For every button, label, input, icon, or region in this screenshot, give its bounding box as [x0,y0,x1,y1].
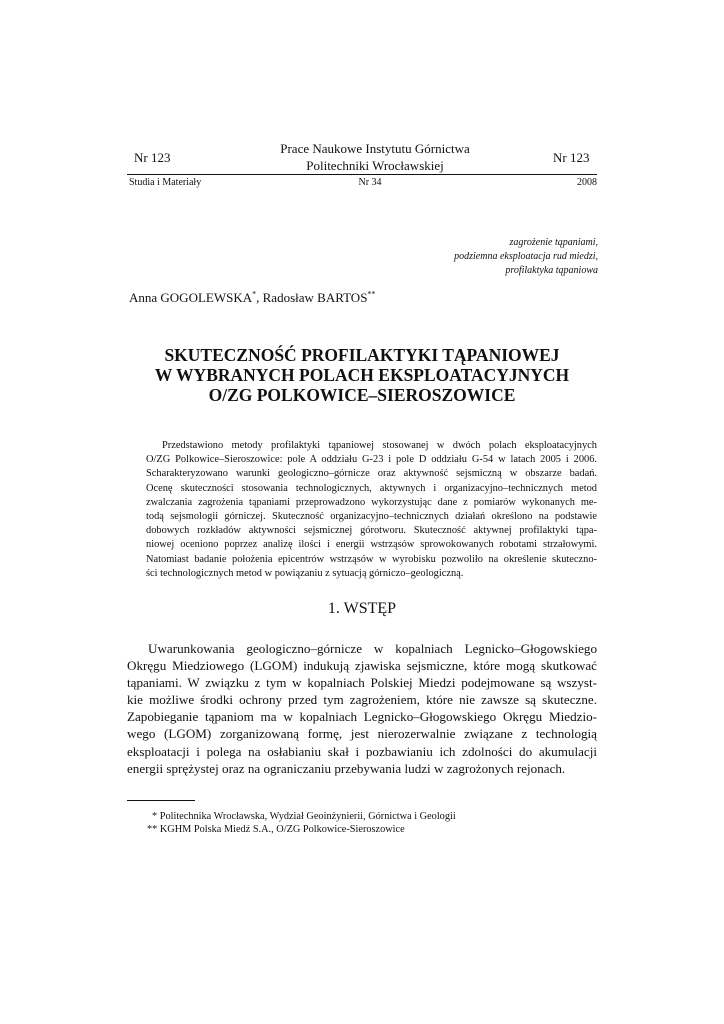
abstract-line: O/ZG Polkowice–Sieroszowice: pole A oddziału G-23 i pole D oddziału G-54 w latach 2005 i 2006. [146,454,597,466]
author-affiliation-mark: ** [367,289,376,299]
abstract-line: Natomiast badanie położenia epicentrów wstrząsów w wyrobisku pozwoliło na określenie skuteczno- [146,553,597,565]
keywords [400,236,598,278]
body-line: Uwarunkowania geologiczno–górnicze w kopalniach Legnicko–Głogowskiego [148,641,597,656]
title-line: W WYBRANYCH POLACH EKSPLOATACYJNYCH [154,365,570,385]
journal-title-line-2: Politechniki Wrocławskiej [306,158,444,173]
journal-title-line-1: Prace Naukowe Instytutu Górnictwa [280,141,470,156]
author-affiliation-mark: * [252,289,257,299]
footnotes [147,810,456,837]
series-issue: Nr 34 [358,177,382,188]
header-issue-number-right: Nr 123 [553,150,590,165]
authors [129,290,375,306]
abstract-line: ści technologicznych metod w powiązaniu z sytuacją górniczo–geologiczną. [146,567,464,579]
body-line: kie możliwe środki ochrony przed tym zagrożeniem, które nie zawsze są skuteczne. [127,692,597,708]
section-heading: 1. WSTĘP [327,600,397,617]
keyword-line: podziemna eksploatacja rud miedzi, [454,251,598,262]
footnote-divider [127,800,195,801]
abstract-line: zwalczania zagrożenia tąpaniami przeprowadzono wykorzystując dane z pomiarów wykonanych me- [146,496,597,508]
series-name: Studia i Materiały [129,177,202,188]
abstract-line: Ocenę skuteczności stosowania technologicznych, aktywnych i organizacyjno–technicznych metod [146,482,597,494]
header-divider [127,174,597,175]
abstract-line: niowej oceniono poprzez analizę ilości i energii wstrząsów sprowokowanych robotami strzałowymi. [146,539,597,551]
body-line: tąpaniami. W związku z tym w kopalniach Polskiej Miedzi podejmowane są wszyst- [127,675,597,691]
author-name: Radosław BARTOS [262,290,368,305]
body-line: Okręgu Miedziowego (LGOM) indukują zjawiska sejsmiczne, które mogą skutkować [127,658,597,674]
abstract-line: dobowych rozkładów aktywności sejsmicznej górotworu. Skuteczność aktywnej profilaktyki tąpa- [146,525,597,537]
author-separator: , [256,290,263,305]
footnote: * Politechnika Wrocławska, Wydział Geoinżynierii, Górnictwa i Geologii [152,811,456,822]
author-name: Anna GOGOLEWSKA [129,290,253,305]
keyword-line: zagrożenie tąpaniami, [509,237,598,248]
abstract [146,439,597,581]
footnote: ** KGHM Polska Miedź S.A., O/ZG Polkowice-Sieroszowice [147,824,405,836]
keyword-line: profilaktyka tąpaniowa [505,265,598,276]
title-line: O/ZG POLKOWICE–SIEROSZOWICE [208,385,516,405]
body-line: Zapobieganie tąpaniom ma w kopalniach Legnicko–Głogowskiego Okręgu Miedzio- [127,709,597,725]
body-line: wego (LGOM) zorganizowaną formę, jest nierozerwalnie związane z technologią [127,726,597,742]
abstract-line: Scharakteryzowano warunki geologiczno–górnicze oraz aktywność sejsmiczną w obszarze badań. [146,468,597,480]
body-line: energii sprężystej oraz na ograniczaniu przebywania ludzi w zagrożonych rejonach. [127,760,566,776]
body-line: eksploatacji i polega na osłabianiu skał i pozbawianiu ich zdolności do akumulacji [127,743,597,759]
abstract-line: todą sejsmologii górniczej. Skuteczność organizacyjno–technicznych działań określono na podstawie [146,511,597,523]
title-line: SKUTECZNOŚĆ PROFILAKTYKI TĄPANIOWEJ [164,345,560,365]
journal-title [220,140,530,174]
abstract-line: Przedstawiono metody profilaktyki tąpaniowej stosowanej w dwóch polach eksploatacyjnych [162,440,597,451]
header-issue-number-left: Nr 123 [134,150,171,165]
publication-year: 2008 [577,177,597,188]
body-paragraph [127,640,597,777]
paper-title [127,345,597,405]
